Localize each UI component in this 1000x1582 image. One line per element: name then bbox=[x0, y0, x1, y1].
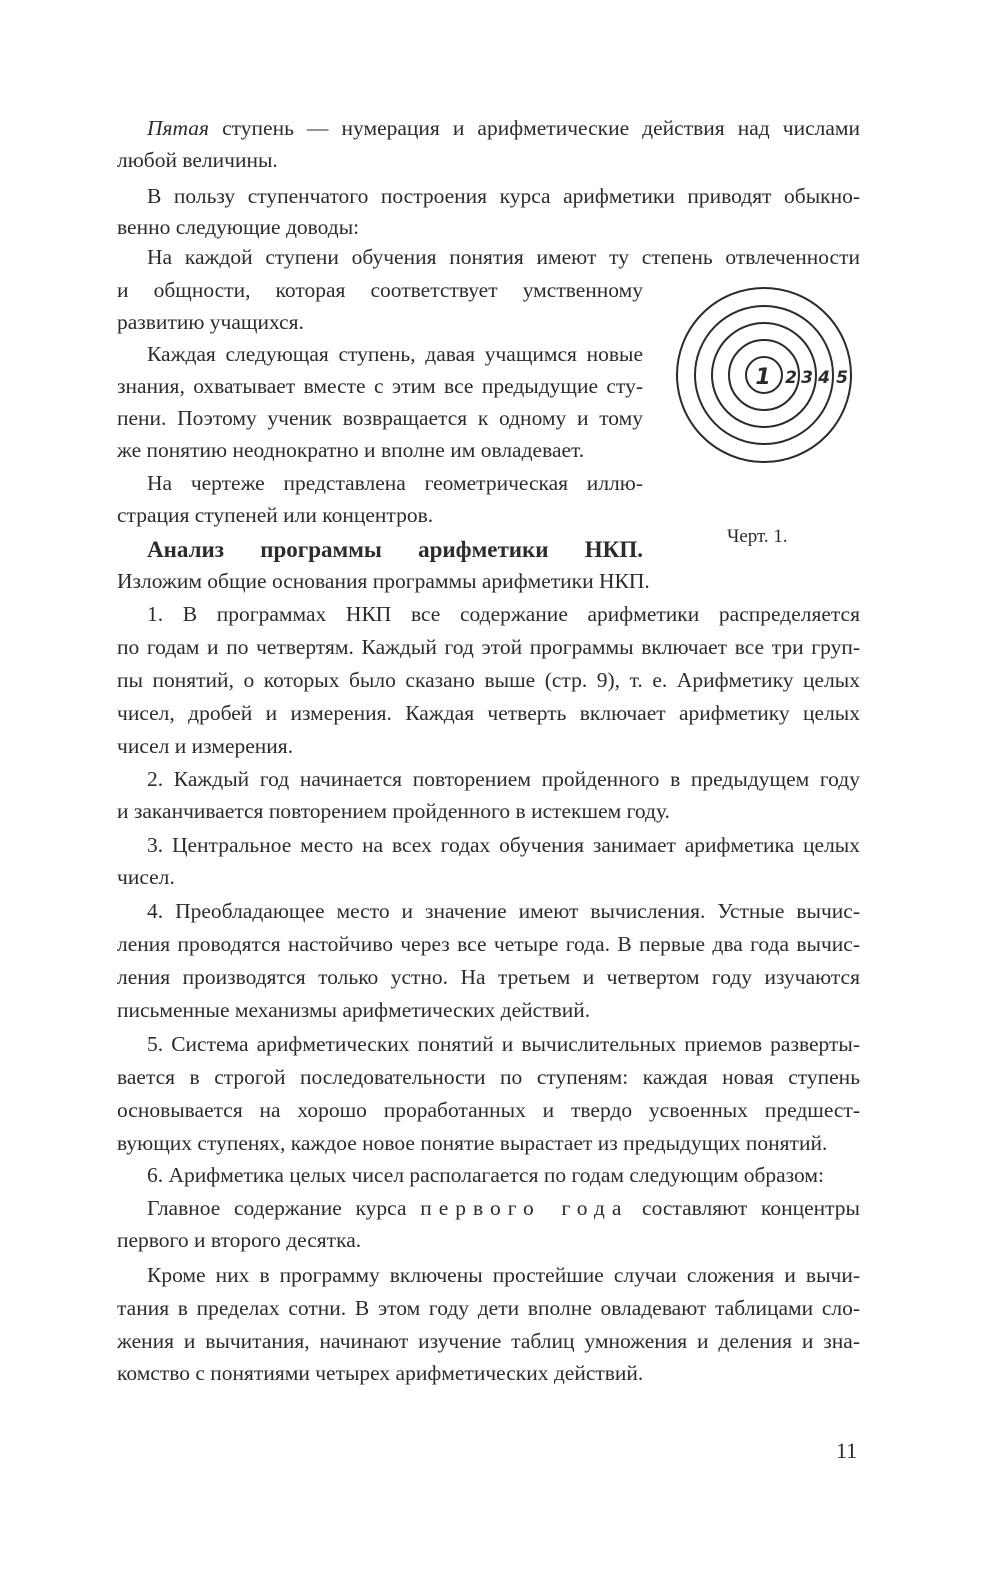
ring-label-4: 4 bbox=[818, 368, 830, 388]
text-line: любой величины. bbox=[117, 148, 278, 172]
text-line: Кроме них в программу включены простейшие случаи сложения и вычи- bbox=[147, 1263, 860, 1287]
text-line: и заканчивается повторением пройденного в истекшем году. bbox=[117, 799, 670, 823]
text-line: 6. Арифметика целых чисел располагается по годам следующим образом: bbox=[147, 1163, 824, 1187]
text-line: 4. Преобладающее место и значение имеют вычисления. Устные вычис- bbox=[147, 899, 860, 923]
text-line: Каждая следующая ступень, давая учащимся новые bbox=[147, 342, 643, 366]
text-line: и общности, которая соответствует умственному bbox=[117, 278, 643, 302]
text-line: развитию учащихся. bbox=[117, 310, 304, 334]
section-heading: Анализ программы арифметики НКП. bbox=[147, 537, 643, 562]
text-line: Изложим общие основания программы арифметики НКП. bbox=[117, 569, 650, 593]
text-line: жения и вычитания, начинают изучение таблиц умножения и деления и зна- bbox=[117, 1329, 860, 1353]
text-line: 5. Система арифметических понятий и вычислительных приемов разверты- bbox=[147, 1032, 860, 1056]
text-line: вается в строгой последовательности по ступеням: каждая новая ступень bbox=[117, 1065, 860, 1089]
text-line: 1. В программах НКП все содержание арифметики распределяется bbox=[147, 602, 860, 626]
text-line: чисел, дробей и измерения. Каждая четверть включает арифметику целых bbox=[117, 701, 860, 725]
text-line: тания в пределах сотни. В этом году дети вполне овладевают таблицами сло- bbox=[117, 1296, 860, 1320]
text-line: же понятию неоднократно и вполне им овладевает. bbox=[117, 438, 585, 462]
ring-label-3: 3 bbox=[801, 368, 813, 388]
text-line: знания, охватывает вместе с этим все предыдущие сту- bbox=[117, 374, 643, 398]
text-line: 3. Центральное место на всех годах обучения занимает арифметика целых bbox=[147, 833, 860, 857]
ring-label-2: 2 bbox=[785, 368, 797, 388]
page-number: 11 bbox=[836, 1438, 858, 1463]
text-line: письменные механизмы арифметических действий. bbox=[117, 998, 591, 1022]
text-line: комство с понятиями четырех арифметических действий. bbox=[117, 1361, 644, 1385]
text-line: ления производятся только устно. На третьем и четвертом году изучаются bbox=[117, 965, 860, 989]
text-line: Главное содержание курса первого года составляют концентры bbox=[147, 1196, 860, 1220]
text-line: страция ступеней или концентров. bbox=[117, 503, 434, 527]
ring-label-1: 1 bbox=[755, 365, 771, 390]
text-line: Пятая ступень — нумерация и арифметические действия над числами bbox=[147, 116, 860, 140]
text-line: В пользу ступенчатого построения курса арифметики приводят обыкно- bbox=[147, 184, 860, 208]
figure-caption: Черт. 1. bbox=[727, 526, 788, 547]
text-line: пени. Поэтому ученик возвращается к одному и тому bbox=[117, 406, 643, 430]
text-line: На чертеже представлена геометрическая иллю- bbox=[147, 471, 643, 495]
text-line: основывается на хорошо проработанных и твердо усвоенных предшест- bbox=[117, 1098, 860, 1122]
text-line: по годам и по четвертям. Каждый год этой программы включает все три груп- bbox=[117, 635, 860, 659]
text-line: первого и второго десятка. bbox=[117, 1228, 362, 1252]
text-line: вующих ступенях, каждое новое понятие вырастает из предыдущих понятий. bbox=[117, 1131, 828, 1155]
ring-label-5: 5 bbox=[836, 368, 848, 388]
text-line: 2. Каждый год начинается повторением пройденного в предыдущем году bbox=[147, 767, 860, 791]
text-line: чисел. bbox=[117, 865, 175, 889]
text-line: На каждой ступени обучения понятия имеют ту степень отвлеченности bbox=[147, 245, 860, 269]
text-line: венно следующие доводы: bbox=[117, 215, 360, 239]
text-line: пы понятий, о которых было сказано выше (стр. 9), т. е. Арифметику целых bbox=[117, 668, 860, 692]
text-line: чисел и измерения. bbox=[117, 734, 294, 758]
concentric-circles-figure bbox=[674, 285, 854, 465]
text-line: ления проводятся настойчиво через все четыре года. В первые два года вычис- bbox=[117, 932, 860, 956]
